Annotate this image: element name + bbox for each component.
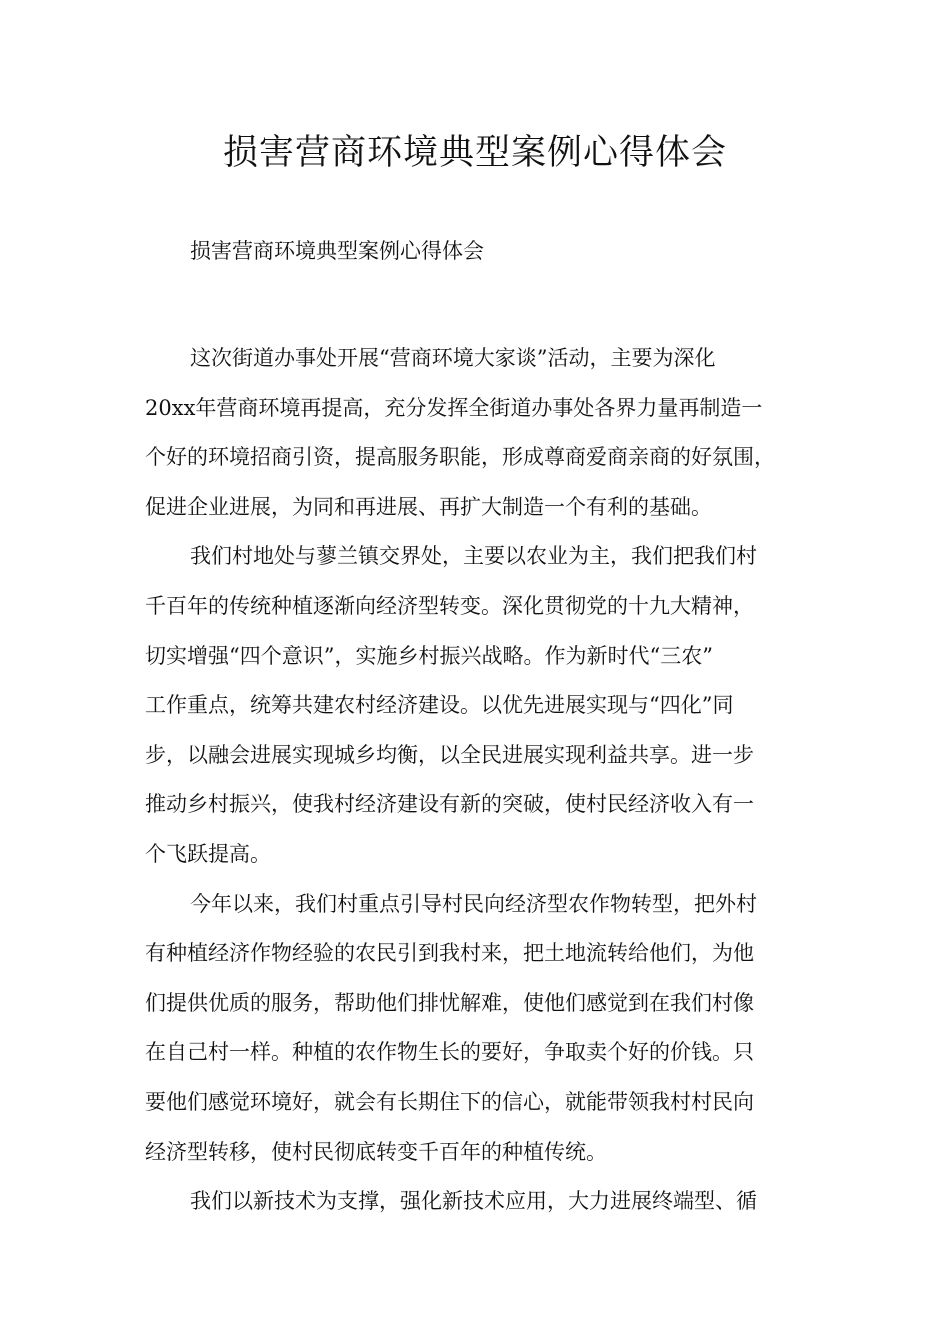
text-line: 个飞跃提高。	[145, 841, 271, 866]
text-line: 有种植经济作物经验的农民引到我村来，把土地流转给他们，为他	[145, 941, 754, 966]
text-line: 个好的环境招商引资，提高服务职能，形成尊商爱商亲商的好氛围，	[145, 445, 775, 470]
text-line: 步，以融会进展实现城乡均衡，以全民进展实现利益共享。进一步	[145, 742, 754, 767]
document-subtitle: 损害营商环境典型案例心得体会	[190, 239, 484, 263]
document-body	[145, 334, 825, 1227]
text-line: 今年以来，我们村重点引导村民向经济型农作物转型，把外村	[190, 891, 757, 916]
text-line: 促进企业进展，为同和再进展、再扩大制造一个有利的基础。	[145, 494, 712, 519]
text-line: 要他们感觉环境好，就会有长期住下的信心，就能带领我村村民向	[145, 1089, 754, 1114]
text-line: 这次街道办事处开展“营商环境大家谈”活动，主要为深化	[190, 346, 716, 370]
paragraph-2	[145, 532, 825, 879]
text-line: 千百年的传统种植逐渐向经济型转变。深化贯彻党的十九大精神，	[145, 593, 754, 618]
text-line: 在自己村一样。种植的农作物生长的要好，争取卖个好的价钱。只	[145, 1040, 754, 1065]
text-line: 我们村地处与蓼兰镇交界处，主要以农业为主，我们把我们村	[190, 544, 757, 569]
paragraph-1	[145, 334, 825, 532]
paragraph-4	[145, 1177, 825, 1227]
text-line: 推动乡村振兴，使我村经济建设有新的突破，使村民经济收入有一	[145, 792, 754, 817]
document-title: 损害营商环境典型案例心得体会	[222, 133, 727, 173]
text-line: 20xx年营商环境再提高，充分发挥全街道办事处各界力量再制造一	[145, 395, 763, 420]
text-line: 们提供优质的服务，帮助他们排忧解难，使他们感觉到在我们村像	[145, 990, 754, 1015]
text-line: 经济型转移，使村民彻底转变千百年的种植传统。	[145, 1139, 607, 1164]
paragraph-3	[145, 880, 825, 1178]
text-line: 工作重点，统筹共建农村经济建设。以优先进展实现与“四化”同	[145, 693, 734, 718]
text-line: 我们以新技术为支撑，强化新技术应用，大力进展终端型、循	[190, 1189, 757, 1214]
text-line: 切实增强“四个意识”，实施乡村振兴战略。作为新时代“三农”	[145, 643, 713, 668]
